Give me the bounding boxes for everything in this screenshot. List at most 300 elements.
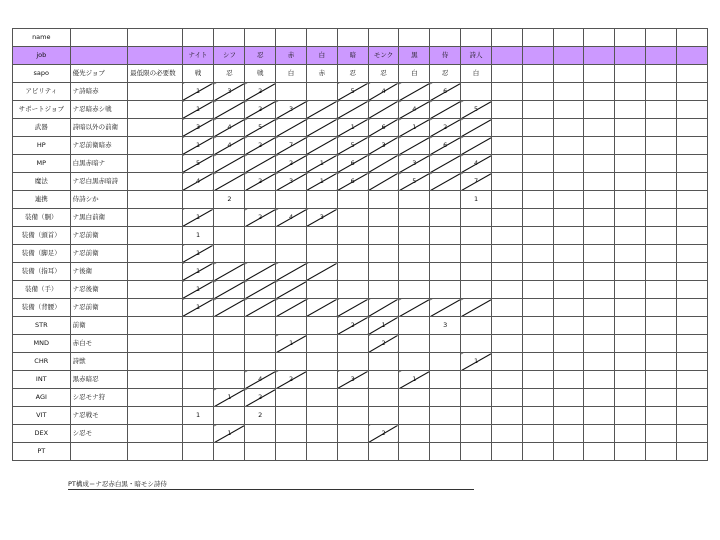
job-cell — [182, 425, 214, 443]
job-cell — [461, 137, 492, 155]
job-cell: 戦 — [245, 65, 276, 83]
empty-cell — [615, 281, 646, 299]
row-label: PT — [13, 443, 71, 461]
job-cell — [214, 335, 245, 353]
row-note — [128, 137, 182, 155]
job-cell — [337, 389, 368, 407]
row-description — [70, 47, 128, 65]
job-cell — [368, 281, 399, 299]
row-note — [128, 371, 182, 389]
job-cell — [245, 317, 276, 335]
table-row — [13, 371, 708, 389]
row-description: ナ黒白前衛 — [70, 209, 128, 227]
job-cell — [368, 101, 399, 119]
empty-cell — [646, 47, 677, 65]
job-cell — [461, 335, 492, 353]
job-cell — [182, 191, 214, 209]
empty-cell — [615, 155, 646, 173]
job-cell: 6 — [368, 119, 399, 137]
job-cell — [337, 335, 368, 353]
job-cell: 2 — [276, 155, 307, 173]
empty-cell — [676, 407, 707, 425]
job-cell — [276, 83, 307, 101]
empty-cell — [676, 119, 707, 137]
empty-cell — [646, 425, 677, 443]
empty-cell — [646, 155, 677, 173]
empty-cell — [615, 299, 646, 317]
job-cell — [214, 317, 245, 335]
job-cell — [306, 227, 337, 245]
job-cell — [368, 389, 399, 407]
empty-cell — [615, 407, 646, 425]
job-cell: 1 — [461, 353, 492, 371]
empty-cell — [584, 119, 615, 137]
empty-cell — [522, 353, 553, 371]
empty-cell — [553, 29, 584, 47]
row-label: STR — [13, 317, 71, 335]
job-row — [13, 47, 708, 65]
job-cell: 4 — [245, 371, 276, 389]
job-cell: 1 — [399, 119, 430, 137]
job-cell — [337, 245, 368, 263]
job-cell: 3 — [214, 83, 245, 101]
job-cell: 4 — [182, 173, 214, 191]
row-note — [128, 119, 182, 137]
job-cell — [245, 245, 276, 263]
empty-cell — [522, 119, 553, 137]
job-cell — [399, 191, 430, 209]
job-cell: 4 — [214, 119, 245, 137]
empty-cell — [522, 209, 553, 227]
row-note — [128, 425, 182, 443]
job-cell: 1 — [182, 407, 214, 425]
empty-cell — [522, 425, 553, 443]
job-cell — [337, 299, 368, 317]
empty-cell — [584, 425, 615, 443]
table-row — [13, 245, 708, 263]
job-cell — [430, 299, 461, 317]
row-label: 装備（脚足） — [13, 245, 71, 263]
job-cell — [461, 443, 492, 461]
row-label: CHR — [13, 353, 71, 371]
job-cell — [214, 29, 245, 47]
job-cell — [214, 173, 245, 191]
empty-cell — [584, 299, 615, 317]
row-label: AGI — [13, 389, 71, 407]
job-cell — [430, 371, 461, 389]
empty-cell — [491, 299, 522, 317]
job-cell: 3 — [182, 119, 214, 137]
empty-cell — [584, 317, 615, 335]
empty-cell — [646, 173, 677, 191]
job-cell — [306, 101, 337, 119]
empty-cell — [522, 137, 553, 155]
empty-cell — [491, 227, 522, 245]
job-cell — [306, 317, 337, 335]
job-cell: 6 — [337, 173, 368, 191]
job-cell — [245, 29, 276, 47]
job-cell: 3 — [276, 101, 307, 119]
empty-cell — [553, 335, 584, 353]
empty-cell — [553, 101, 584, 119]
job-cell — [337, 227, 368, 245]
empty-cell — [522, 317, 553, 335]
job-cell — [306, 191, 337, 209]
job-cell: 1 — [306, 155, 337, 173]
empty-cell — [584, 371, 615, 389]
job-cell — [276, 407, 307, 425]
row-note — [128, 335, 182, 353]
job-cell — [245, 353, 276, 371]
job-cell — [368, 227, 399, 245]
job-cell — [399, 209, 430, 227]
empty-cell — [646, 137, 677, 155]
job-cell: 白 — [461, 65, 492, 83]
job-cell — [306, 83, 337, 101]
job-cell: 5 — [337, 137, 368, 155]
job-cell — [368, 191, 399, 209]
job-cell: 赤 — [276, 47, 307, 65]
job-cell — [368, 353, 399, 371]
empty-cell — [584, 353, 615, 371]
table-row — [13, 353, 708, 371]
job-cell — [306, 119, 337, 137]
job-cell — [306, 425, 337, 443]
job-cell: 白 — [276, 65, 307, 83]
job-cell — [430, 443, 461, 461]
empty-cell — [646, 353, 677, 371]
job-cell — [245, 299, 276, 317]
empty-cell — [491, 425, 522, 443]
row-description — [70, 443, 128, 461]
job-cell — [399, 29, 430, 47]
empty-cell — [584, 263, 615, 281]
empty-cell — [676, 263, 707, 281]
job-cell — [430, 263, 461, 281]
row-note — [128, 191, 182, 209]
job-cell — [245, 443, 276, 461]
job-cell — [430, 407, 461, 425]
job-cell: 7 — [276, 137, 307, 155]
empty-cell — [615, 29, 646, 47]
job-cell: 5 — [337, 83, 368, 101]
job-cell — [276, 443, 307, 461]
empty-cell — [491, 83, 522, 101]
job-cell — [430, 155, 461, 173]
job-cell — [337, 263, 368, 281]
job-cell: 7 — [461, 173, 492, 191]
empty-cell — [676, 335, 707, 353]
job-cell: 1 — [182, 209, 214, 227]
empty-cell — [615, 353, 646, 371]
job-cell — [430, 353, 461, 371]
job-cell — [337, 425, 368, 443]
job-cell — [368, 245, 399, 263]
empty-cell — [676, 371, 707, 389]
job-cell: 2 — [368, 335, 399, 353]
job-cell — [214, 353, 245, 371]
job-cell — [276, 119, 307, 137]
job-cell: ナイト — [182, 47, 214, 65]
job-cell — [306, 281, 337, 299]
empty-cell — [584, 443, 615, 461]
job-cell — [276, 245, 307, 263]
empty-cell — [646, 65, 677, 83]
job-cell — [306, 407, 337, 425]
empty-cell — [676, 65, 707, 83]
empty-cell — [646, 335, 677, 353]
empty-cell — [676, 155, 707, 173]
empty-cell — [646, 281, 677, 299]
job-cell — [276, 191, 307, 209]
empty-cell — [522, 191, 553, 209]
empty-cell — [676, 173, 707, 191]
empty-cell — [676, 389, 707, 407]
empty-cell — [615, 245, 646, 263]
row-description: ナ忍白黒赤暗詩 — [70, 173, 128, 191]
table-row — [13, 407, 708, 425]
empty-cell — [646, 209, 677, 227]
table-row — [13, 83, 708, 101]
job-cell — [276, 299, 307, 317]
job-cell: 2 — [430, 119, 461, 137]
empty-cell — [553, 317, 584, 335]
empty-cell — [646, 389, 677, 407]
job-cell: 6 — [337, 155, 368, 173]
job-cell — [214, 371, 245, 389]
empty-cell — [491, 407, 522, 425]
empty-cell — [646, 191, 677, 209]
job-cell — [214, 263, 245, 281]
empty-cell — [676, 245, 707, 263]
empty-cell — [646, 371, 677, 389]
empty-cell — [553, 407, 584, 425]
job-cell: 5 — [245, 119, 276, 137]
empty-cell — [553, 245, 584, 263]
job-cell — [182, 371, 214, 389]
empty-cell — [553, 173, 584, 191]
job-cell — [368, 299, 399, 317]
job-cell — [368, 155, 399, 173]
job-cell: 1 — [182, 245, 214, 263]
job-cell: 2 — [245, 101, 276, 119]
priority-table — [12, 28, 708, 461]
job-cell: 2 — [245, 389, 276, 407]
row-description: ナ忍戦モ — [70, 407, 128, 425]
job-cell — [337, 443, 368, 461]
empty-cell — [522, 173, 553, 191]
job-cell — [461, 389, 492, 407]
row-description: ナ忍前衛 — [70, 245, 128, 263]
table-row — [13, 425, 708, 443]
empty-cell — [491, 371, 522, 389]
empty-cell — [553, 83, 584, 101]
empty-cell — [676, 29, 707, 47]
empty-cell — [676, 83, 707, 101]
job-cell — [430, 209, 461, 227]
empty-cell — [584, 245, 615, 263]
job-cell — [245, 281, 276, 299]
empty-cell — [584, 155, 615, 173]
empty-cell — [491, 209, 522, 227]
job-cell: 4 — [368, 83, 399, 101]
job-cell — [182, 443, 214, 461]
job-cell — [430, 389, 461, 407]
job-cell — [214, 443, 245, 461]
job-cell: 1 — [182, 263, 214, 281]
row-note — [128, 47, 182, 65]
job-cell — [368, 29, 399, 47]
empty-cell — [646, 101, 677, 119]
empty-cell — [615, 65, 646, 83]
job-cell: 2 — [276, 371, 307, 389]
row-note — [128, 299, 182, 317]
job-cell — [337, 281, 368, 299]
job-cell: 2 — [245, 407, 276, 425]
job-cell — [399, 245, 430, 263]
empty-cell — [553, 191, 584, 209]
table-row — [13, 155, 708, 173]
table-row — [13, 191, 708, 209]
row-label: job — [13, 47, 71, 65]
empty-cell — [553, 299, 584, 317]
table-row — [13, 299, 708, 317]
job-cell — [276, 389, 307, 407]
empty-cell — [676, 47, 707, 65]
job-cell — [461, 299, 492, 317]
empty-cell — [615, 119, 646, 137]
empty-cell — [522, 281, 553, 299]
job-cell: 3 — [368, 137, 399, 155]
empty-cell — [522, 335, 553, 353]
empty-cell — [522, 389, 553, 407]
row-label: INT — [13, 371, 71, 389]
job-cell — [182, 335, 214, 353]
row-note — [128, 245, 182, 263]
empty-cell — [553, 209, 584, 227]
empty-cell — [615, 227, 646, 245]
row-label: DEX — [13, 425, 71, 443]
empty-cell — [491, 263, 522, 281]
empty-cell — [522, 65, 553, 83]
row-note — [128, 281, 182, 299]
job-cell: 赤 — [306, 65, 337, 83]
job-cell — [337, 29, 368, 47]
job-cell — [214, 407, 245, 425]
job-cell — [306, 137, 337, 155]
empty-cell — [522, 29, 553, 47]
empty-cell — [584, 191, 615, 209]
job-cell — [337, 209, 368, 227]
job-cell: 1 — [182, 137, 214, 155]
job-cell — [430, 101, 461, 119]
empty-cell — [584, 47, 615, 65]
job-cell: 2 — [245, 137, 276, 155]
row-description: ナ忍前衛 — [70, 299, 128, 317]
row-note — [128, 101, 182, 119]
table-row — [13, 281, 708, 299]
job-cell — [461, 407, 492, 425]
empty-cell — [615, 425, 646, 443]
empty-cell — [646, 29, 677, 47]
empty-cell — [553, 119, 584, 137]
job-cell: 1 — [461, 191, 492, 209]
job-cell: 1 — [214, 425, 245, 443]
job-cell — [214, 209, 245, 227]
empty-cell — [676, 299, 707, 317]
job-cell: 忍 — [368, 65, 399, 83]
row-label: 装備（手） — [13, 281, 71, 299]
empty-cell — [553, 443, 584, 461]
sapo-row — [13, 65, 708, 83]
row-label: 装備（胴） — [13, 209, 71, 227]
empty-cell — [646, 119, 677, 137]
row-note — [128, 227, 182, 245]
table-row — [13, 101, 708, 119]
empty-cell — [522, 263, 553, 281]
job-cell — [276, 317, 307, 335]
job-cell — [430, 227, 461, 245]
job-cell — [461, 263, 492, 281]
empty-cell — [553, 155, 584, 173]
footer-note: PT構成＝ナ忍赤白黒・暗モシ詩侍 — [68, 480, 474, 490]
job-cell: 2 — [245, 173, 276, 191]
empty-cell — [615, 443, 646, 461]
job-cell — [214, 101, 245, 119]
table-row — [13, 389, 708, 407]
row-label: 装備（頭首） — [13, 227, 71, 245]
row-description: 優先ジョブ — [70, 65, 128, 83]
empty-cell — [491, 281, 522, 299]
empty-cell — [553, 137, 584, 155]
job-cell — [368, 173, 399, 191]
job-cell — [368, 209, 399, 227]
row-label: MP — [13, 155, 71, 173]
job-cell: 5 — [461, 101, 492, 119]
row-label: MND — [13, 335, 71, 353]
job-cell: 3 — [276, 173, 307, 191]
job-cell — [461, 317, 492, 335]
job-cell: 1 — [399, 371, 430, 389]
row-note — [128, 29, 182, 47]
empty-cell — [522, 299, 553, 317]
job-cell: 1 — [306, 173, 337, 191]
job-cell: モンク — [368, 47, 399, 65]
row-note — [128, 317, 182, 335]
row-label: サポートジョブ — [13, 101, 71, 119]
job-cell: 3 — [399, 155, 430, 173]
empty-cell — [491, 335, 522, 353]
table-row — [13, 227, 708, 245]
empty-cell — [615, 101, 646, 119]
job-cell — [368, 371, 399, 389]
empty-cell — [491, 173, 522, 191]
job-cell: 侍 — [430, 47, 461, 65]
job-cell: 4 — [461, 155, 492, 173]
job-cell: 6 — [430, 83, 461, 101]
empty-cell — [646, 317, 677, 335]
job-cell — [214, 245, 245, 263]
job-cell: 6 — [430, 137, 461, 155]
row-description: 白黒赤暗ナ — [70, 155, 128, 173]
job-cell: 1 — [214, 389, 245, 407]
row-description: 赤白モ — [70, 335, 128, 353]
empty-cell — [584, 65, 615, 83]
job-cell: 2 — [245, 83, 276, 101]
row-description: 詩暗以外の前衛 — [70, 119, 128, 137]
job-cell — [399, 281, 430, 299]
empty-cell — [553, 263, 584, 281]
